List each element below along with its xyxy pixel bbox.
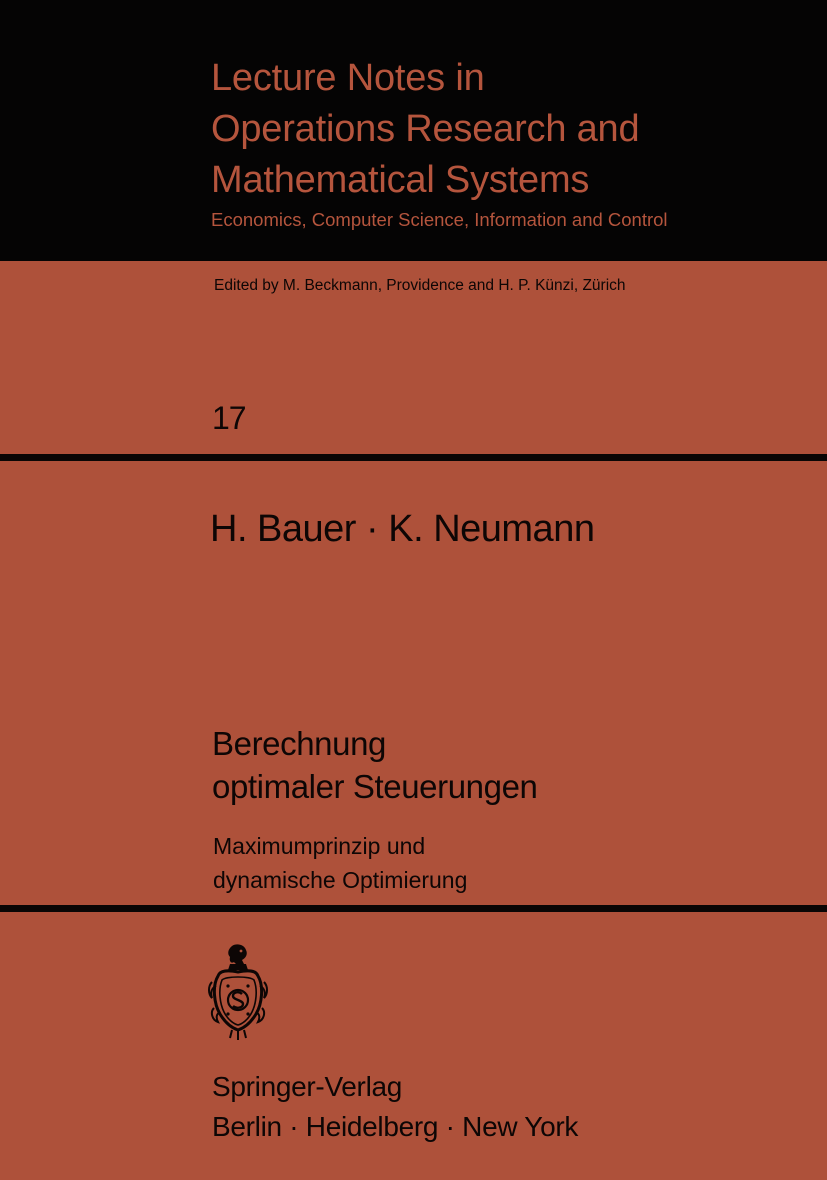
series-header-band (0, 0, 827, 261)
series-title-line-2: Operations Research and (211, 108, 640, 150)
volume-number: 17 (212, 400, 246, 436)
book-subtitle-line-1: Maximumprinzip und (213, 833, 426, 859)
publisher-cities: Berlin · Heidelberg · New York (212, 1111, 579, 1142)
publisher (212, 1067, 578, 1147)
book-title (212, 722, 537, 808)
divider-rule-top (0, 454, 827, 461)
series-title-line-3: Mathematical Systems (211, 159, 590, 201)
series-editors: Edited by M. Beckmann, Providence and H. P. Künzi, Zürich (214, 277, 626, 294)
divider-rule-bottom (0, 905, 827, 912)
book-title-line-1: Berechnung (212, 725, 386, 762)
book-subtitle (213, 829, 467, 897)
series-subtitle: Economics, Computer Science, Information and Control (211, 209, 668, 230)
book-subtitle-line-2: dynamische Optimierung (213, 867, 468, 893)
series-title (211, 53, 639, 206)
authors: H. Bauer · K. Neumann (210, 508, 595, 550)
springer-knight-logo-icon (206, 942, 270, 1042)
book-title-line-2: optimaler Steuerungen (212, 768, 538, 805)
publisher-name: Springer-Verlag (212, 1071, 403, 1102)
series-title-line-1: Lecture Notes in (211, 57, 485, 99)
